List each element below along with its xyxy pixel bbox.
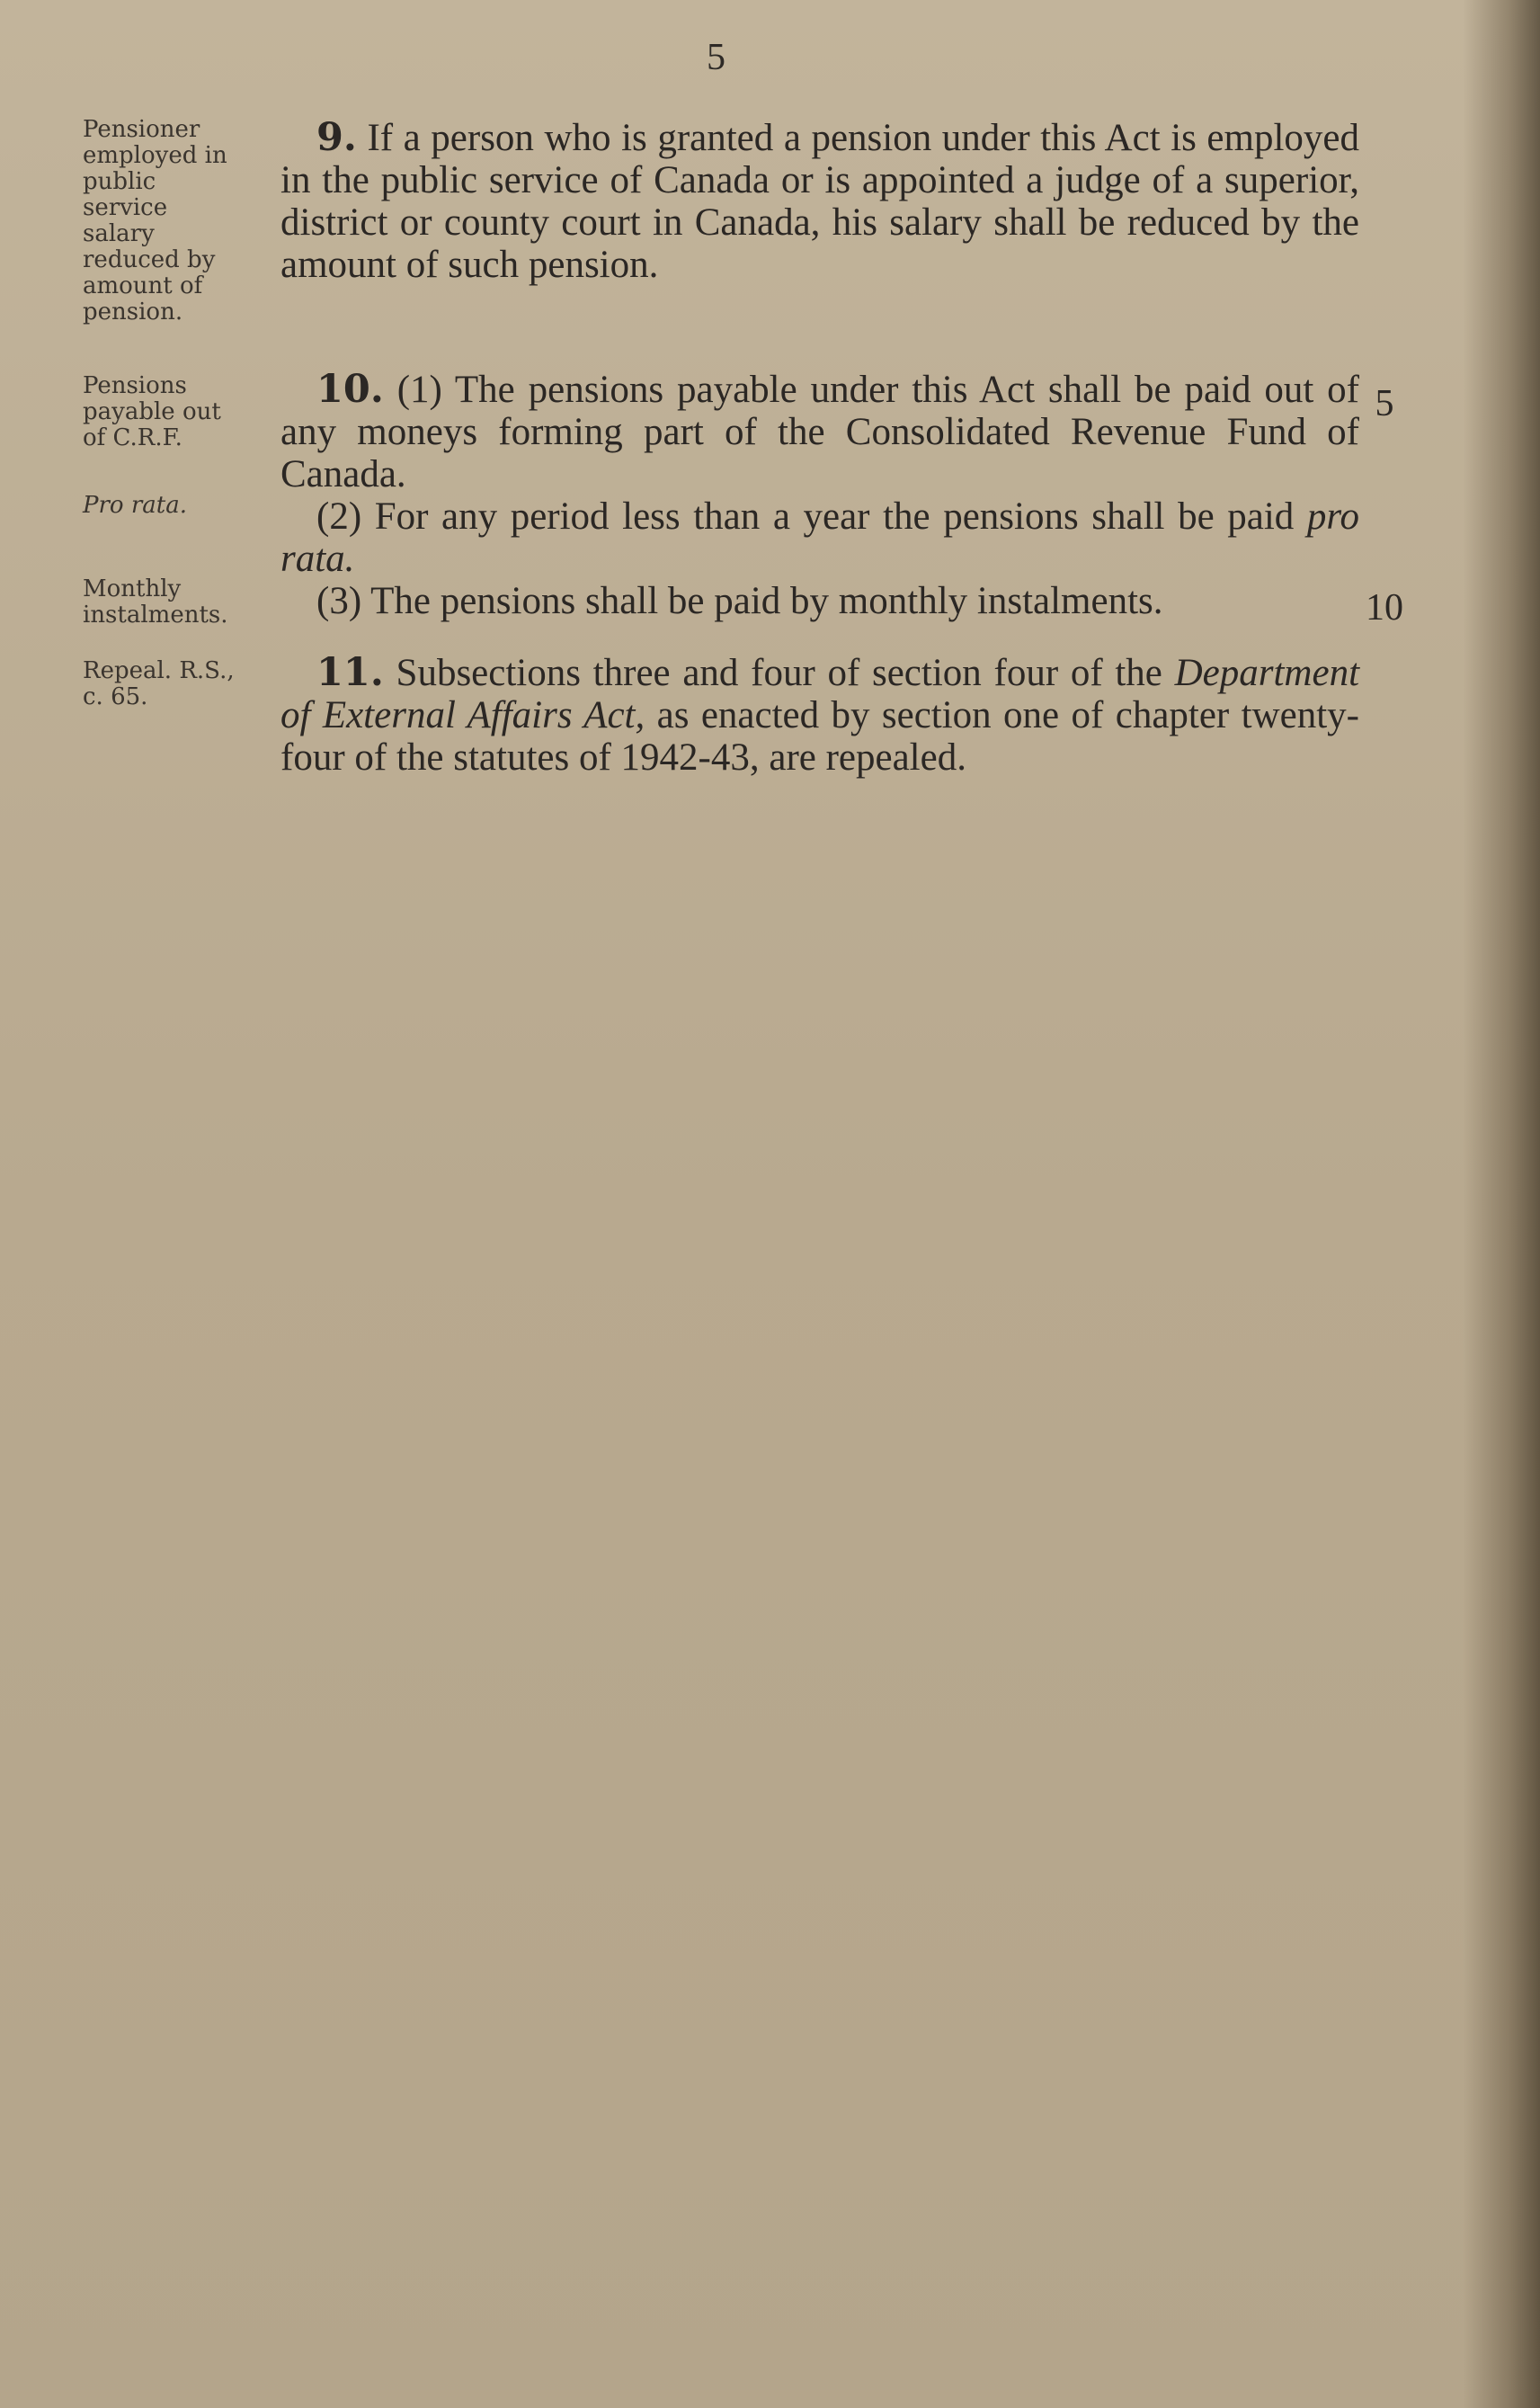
page-number: 5 <box>707 37 725 78</box>
section-10-sub3-text: (3) The pensions shall be paid by monthly instalments. <box>316 580 1163 622</box>
section-10-sub2-text: (2) For any period less than a year the pensions shall be paid <box>316 495 1307 538</box>
section-11-text-b: as enacted by section one of chapter twenty-four of the statutes of 1942-43, are repealed. <box>280 694 1359 779</box>
margin-note-pensioner-employed: Pensioner employed in public service salary reduced by amount of pension. <box>83 116 227 326</box>
section-10 <box>280 369 1359 622</box>
section-10-sub2-italic: pro rata. <box>280 495 1359 580</box>
line-number-10: 10 <box>1366 587 1403 629</box>
section-11 <box>280 652 1359 779</box>
section-11-text-a: Subsections three and four of section four of the <box>396 652 1175 694</box>
line-number-5: 5 <box>1375 383 1394 424</box>
margin-note-pensions-payable: Pensions payable out of C.R.F. <box>83 372 221 451</box>
section-10-sub1-text: (1) The pensions payable under this Act shall be paid out of any moneys forming part of the Consolidated Revenue Fund of Canada. <box>280 369 1359 495</box>
section-11-number: 11. <box>316 650 384 695</box>
section-9-number: 9. <box>316 115 357 160</box>
section-11-italic-act: Department of External Affairs Act, <box>280 652 1360 736</box>
margin-note-pro-rata: Pro rata. <box>83 492 187 519</box>
section-10-number: 10. <box>316 367 384 412</box>
margin-note-repeal: Repeal. R.S., c. 65. <box>83 657 235 710</box>
margin-note-monthly-instalments: Monthly instalments. <box>83 575 228 629</box>
section-9 <box>280 117 1359 286</box>
section-9-text: If a person who is granted a pension under this Act is employed in the public service of Canada or is appointed a judge of a superior, district or county court in Canada, his salary shall be reduced by the amount of such pension. <box>280 117 1359 286</box>
